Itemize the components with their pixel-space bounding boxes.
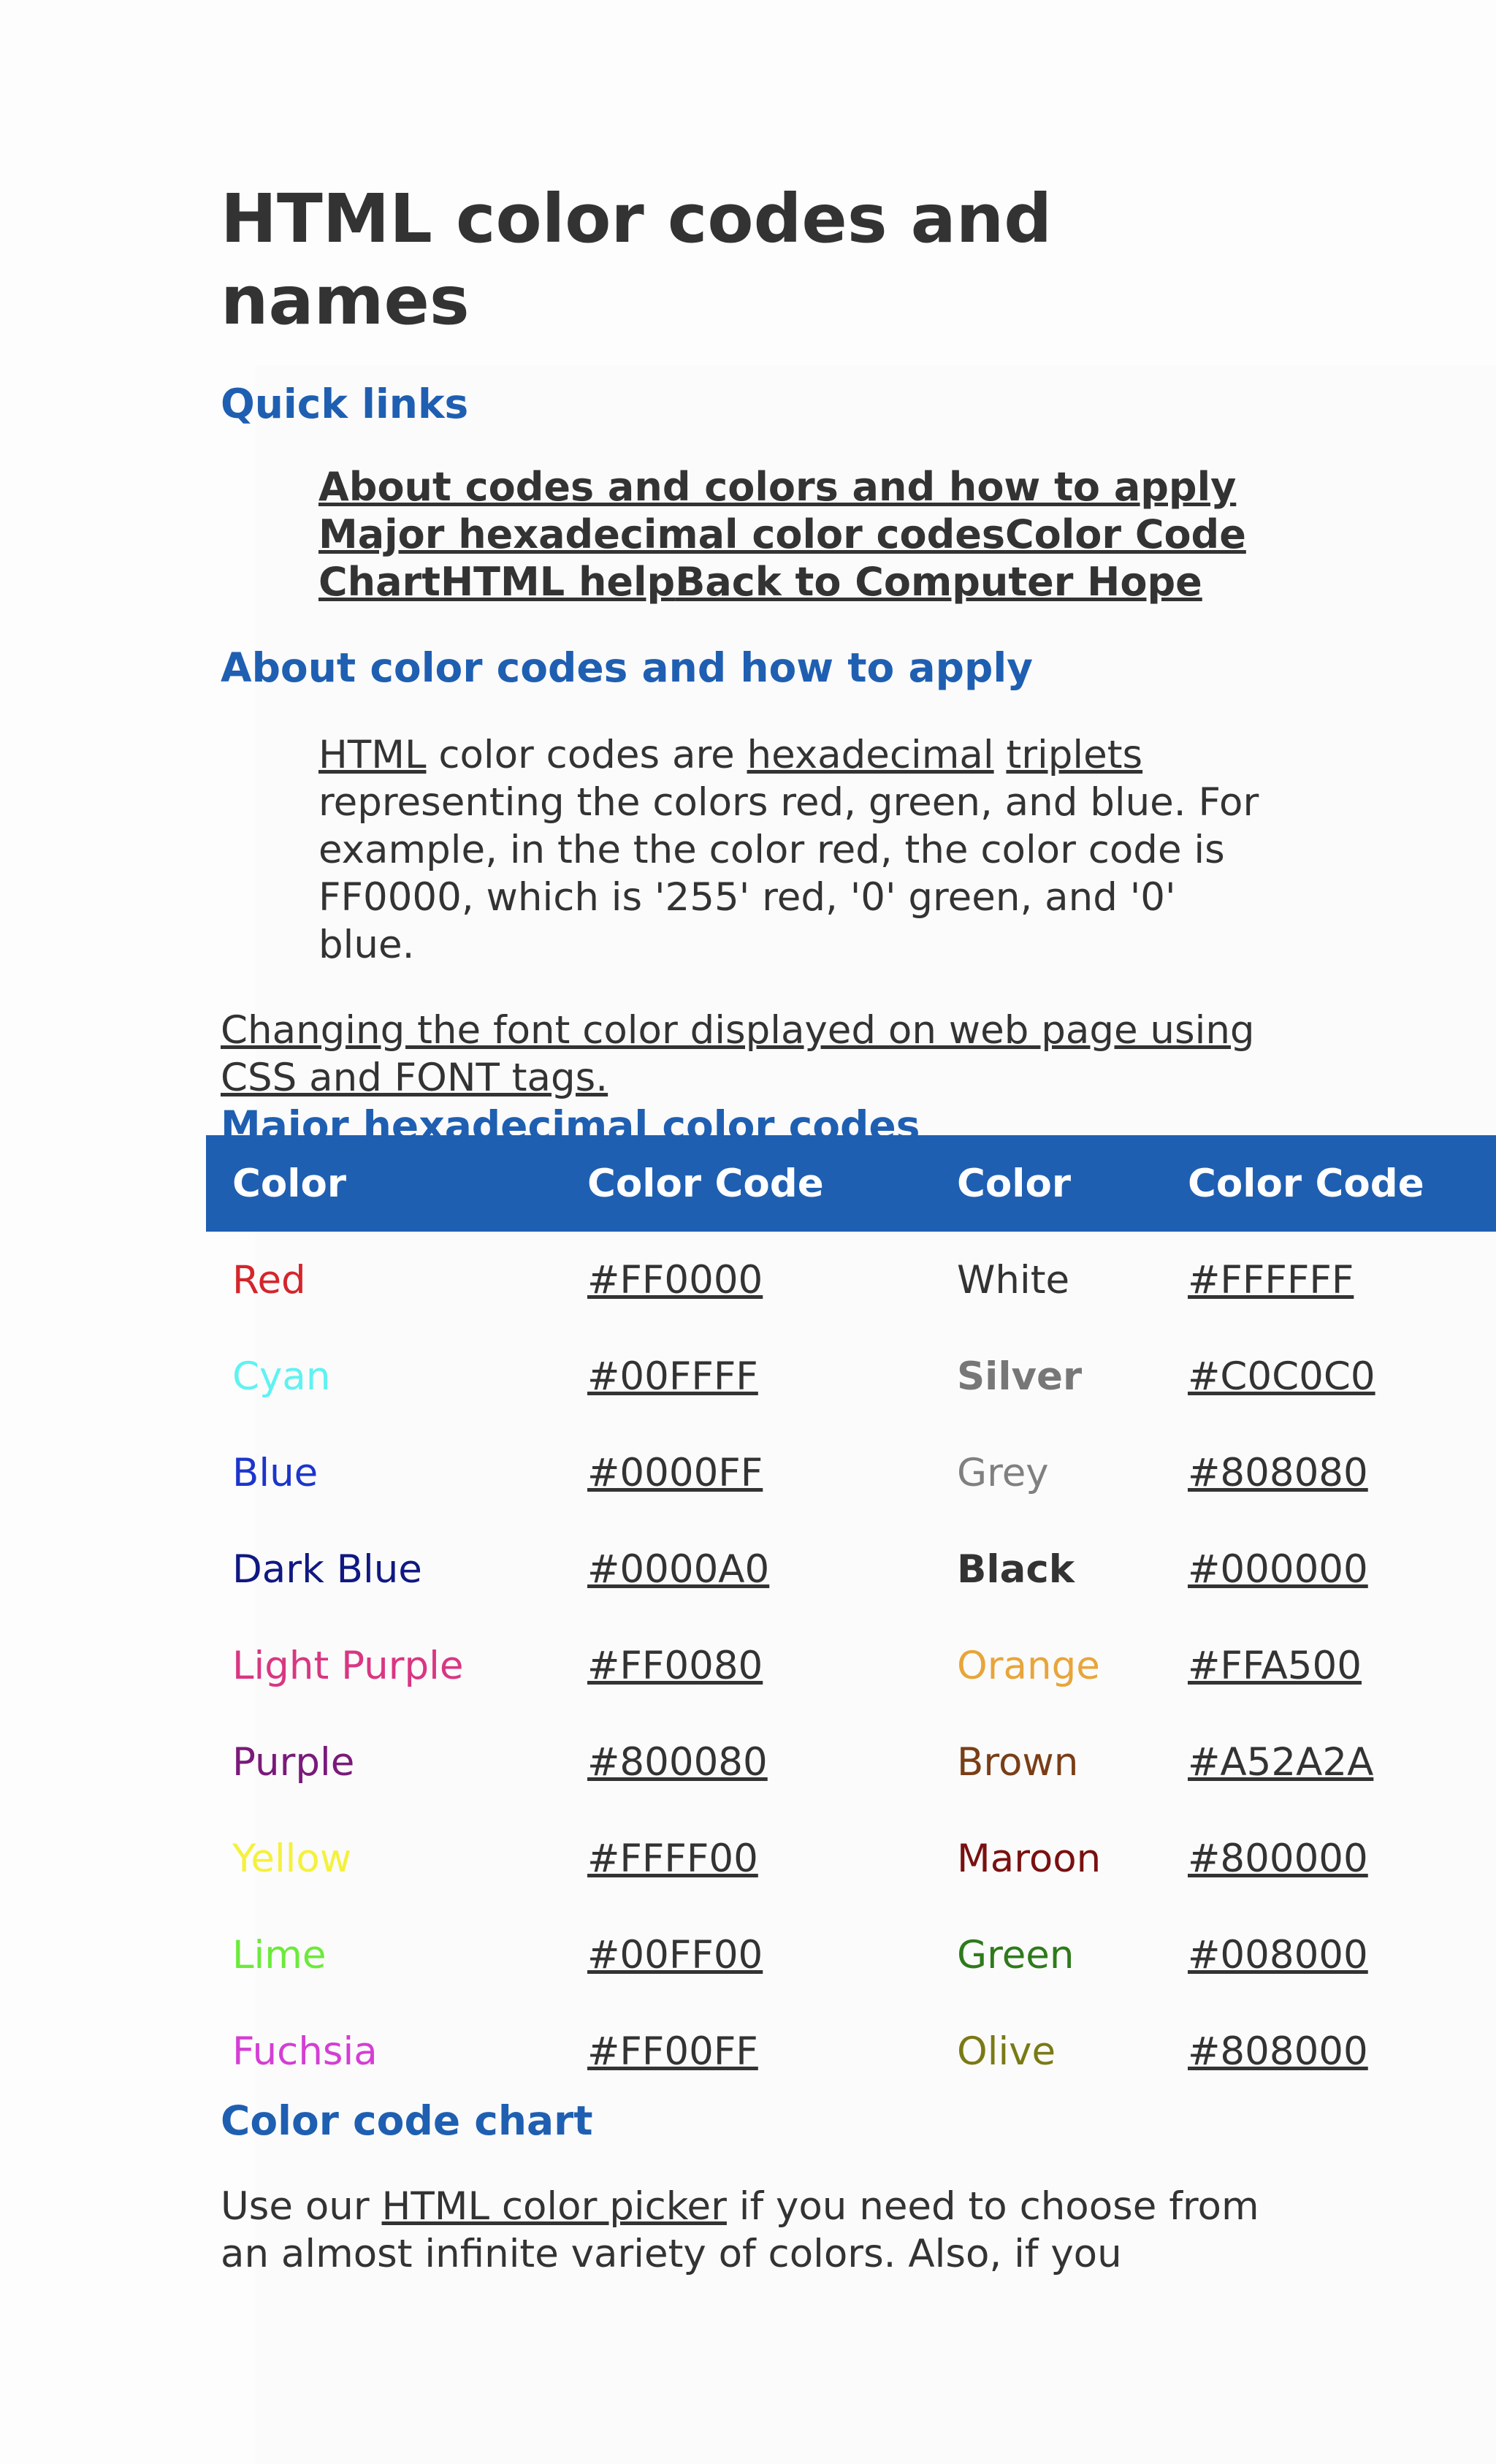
color-name-cell (206, 1907, 561, 2003)
quick-link-major[interactable]: Major hexadecimal color codes (318, 511, 1006, 557)
table-row (206, 1617, 1496, 1714)
triplets-link[interactable]: triplets (1006, 733, 1143, 777)
color-name: White (957, 1257, 1070, 1302)
color-name-cell (931, 1232, 1161, 1328)
color-code-cell (561, 1424, 931, 1521)
header-color-code-2: Color Code (1188, 1161, 1424, 1206)
color-name: Silver (957, 1354, 1083, 1399)
table-row (206, 1907, 1496, 2003)
color-code-cell (1161, 2003, 1496, 2099)
color-codes-table (206, 1135, 1496, 2099)
color-name-cell (206, 1810, 561, 1907)
color-code-cell (561, 1907, 931, 2003)
header-color-2: Color (957, 1161, 1072, 1206)
color-name: Black (957, 1546, 1075, 1592)
color-code-link[interactable]: #A52A2A (1188, 1739, 1374, 1785)
page-content (0, 0, 1280, 1150)
color-code-link[interactable]: #FF0000 (587, 1257, 763, 1302)
html-color-picker-link[interactable]: HTML color picker (381, 2184, 727, 2229)
color-name: Grey (957, 1450, 1049, 1495)
color-name: Lime (232, 1932, 327, 1977)
change-font-color-paragraph (221, 1007, 1302, 1102)
color-code-link[interactable]: #FFA500 (1188, 1643, 1362, 1688)
color-code-link[interactable]: #00FF00 (587, 1932, 763, 1977)
table-row (206, 2003, 1496, 2099)
color-name-cell (206, 1424, 561, 1521)
color-name-cell (206, 1521, 561, 1617)
color-code-cell (1161, 1907, 1496, 2003)
quick-links-list (318, 463, 1261, 606)
color-name-cell (931, 1521, 1161, 1617)
color-code-link[interactable]: #000000 (1188, 1546, 1368, 1592)
color-code-cell (1161, 1810, 1496, 1907)
color-code-link[interactable]: #FFFF00 (587, 1836, 758, 1881)
color-code-cell (1161, 1232, 1496, 1328)
color-name-cell (206, 1328, 561, 1424)
color-code-link[interactable]: #008000 (1188, 1932, 1368, 1977)
color-name: Olive (957, 2029, 1056, 2074)
color-code-cell (1161, 1521, 1496, 1617)
table-row (206, 1810, 1496, 1907)
color-name-cell (931, 1714, 1161, 1810)
about-text-3: representing the colors red, green, and blue. For example, in the the color red, the color code is FF0000, which is '255' red, '0' green, and '0' blue. (318, 780, 1259, 967)
color-code-link[interactable]: #0000A0 (587, 1546, 770, 1592)
about-text-1: color codes are (426, 733, 747, 777)
color-name: Light Purple (232, 1643, 464, 1688)
color-name-cell (931, 1907, 1161, 2003)
color-name: Blue (232, 1450, 318, 1495)
color-code-link[interactable]: #C0C0C0 (1188, 1354, 1375, 1399)
table-row (206, 1424, 1496, 1521)
color-table-container (206, 1135, 1496, 2099)
color-name-cell (206, 1714, 561, 1810)
table-row (206, 1328, 1496, 1424)
color-code-link[interactable]: #FF0080 (587, 1643, 763, 1688)
about-heading: About color codes and how to apply (221, 644, 1034, 691)
color-name: Yellow (232, 1836, 352, 1881)
color-name: Orange (957, 1643, 1100, 1688)
color-code-cell (561, 2003, 931, 2099)
picker-text-2: if you need to choose from an almost infinite variety of colors. Also, if you (221, 2184, 1259, 2276)
color-code-link[interactable]: #00FFFF (587, 1354, 758, 1399)
color-name: Cyan (232, 1354, 331, 1399)
about-text-2 (994, 733, 1007, 777)
color-code-link[interactable]: #808080 (1188, 1450, 1368, 1495)
about-paragraph (318, 731, 1261, 969)
html-link[interactable]: HTML (318, 733, 427, 777)
color-name-cell (931, 2003, 1161, 2099)
color-name-cell (931, 1424, 1161, 1521)
color-name-cell (931, 1810, 1161, 1907)
color-code-link[interactable]: #800080 (587, 1739, 768, 1785)
color-name-cell (206, 1232, 561, 1328)
quick-link-chart[interactable]: Color Code Chart (318, 511, 1246, 605)
color-name: Fuchsia (232, 2029, 378, 2074)
hexadecimal-link[interactable]: hexadecimal (747, 733, 994, 777)
table-header-row (206, 1135, 1496, 1232)
color-name-cell (206, 2003, 561, 2099)
table-row (206, 1714, 1496, 1810)
table-row (206, 1521, 1496, 1617)
color-name-cell (931, 1328, 1161, 1424)
page-title: HTML color codes and names (221, 180, 1053, 340)
picker-text-1: Use our (221, 2184, 382, 2229)
color-code-link[interactable]: #800000 (1188, 1836, 1368, 1881)
color-code-cell (561, 1810, 931, 1907)
color-name: Purple (232, 1739, 355, 1785)
color-picker-paragraph (221, 2183, 1280, 2278)
color-name: Maroon (957, 1836, 1102, 1881)
color-code-link[interactable]: #FFFFFF (1188, 1257, 1354, 1302)
color-name: Brown (957, 1739, 1079, 1785)
color-code-cell (561, 1232, 931, 1328)
color-code-link[interactable]: #FF00FF (587, 2029, 758, 2074)
color-code-cell (561, 1617, 931, 1714)
color-name: Green (957, 1932, 1075, 1977)
change-font-color-link[interactable]: Changing the font color displayed on web page using CSS and FONT tags. (221, 1008, 1255, 1100)
quick-link-about[interactable]: About codes and colors and how to apply (318, 464, 1237, 510)
color-code-cell (561, 1328, 931, 1424)
color-code-cell (1161, 1328, 1496, 1424)
after-table-section (221, 2097, 1280, 2278)
color-name-cell (931, 1617, 1161, 1714)
color-code-cell (561, 1714, 931, 1810)
color-name: Dark Blue (232, 1546, 422, 1592)
quick-links-heading: Quick links (221, 381, 469, 427)
color-code-cell (1161, 1714, 1496, 1810)
quick-link-back-home[interactable]: Back to Computer Hope (675, 559, 1202, 605)
color-rows (206, 1232, 1496, 2099)
color-code-cell (1161, 1424, 1496, 1521)
color-name-cell (206, 1617, 561, 1714)
color-name: Red (232, 1257, 306, 1302)
major-colors-heading: Major hexadecimal color codes (221, 1102, 920, 1149)
table-row (206, 1232, 1496, 1328)
color-code-cell (1161, 1617, 1496, 1714)
color-chart-heading: Color code chart (221, 2097, 593, 2144)
quick-link-html-help[interactable]: HTML help (440, 559, 676, 605)
color-code-link[interactable]: #808000 (1188, 2029, 1368, 2074)
color-code-link[interactable]: #0000FF (587, 1450, 763, 1495)
header-color-1: Color (232, 1161, 347, 1206)
header-color-code-1: Color Code (587, 1161, 824, 1206)
color-code-cell (561, 1521, 931, 1617)
